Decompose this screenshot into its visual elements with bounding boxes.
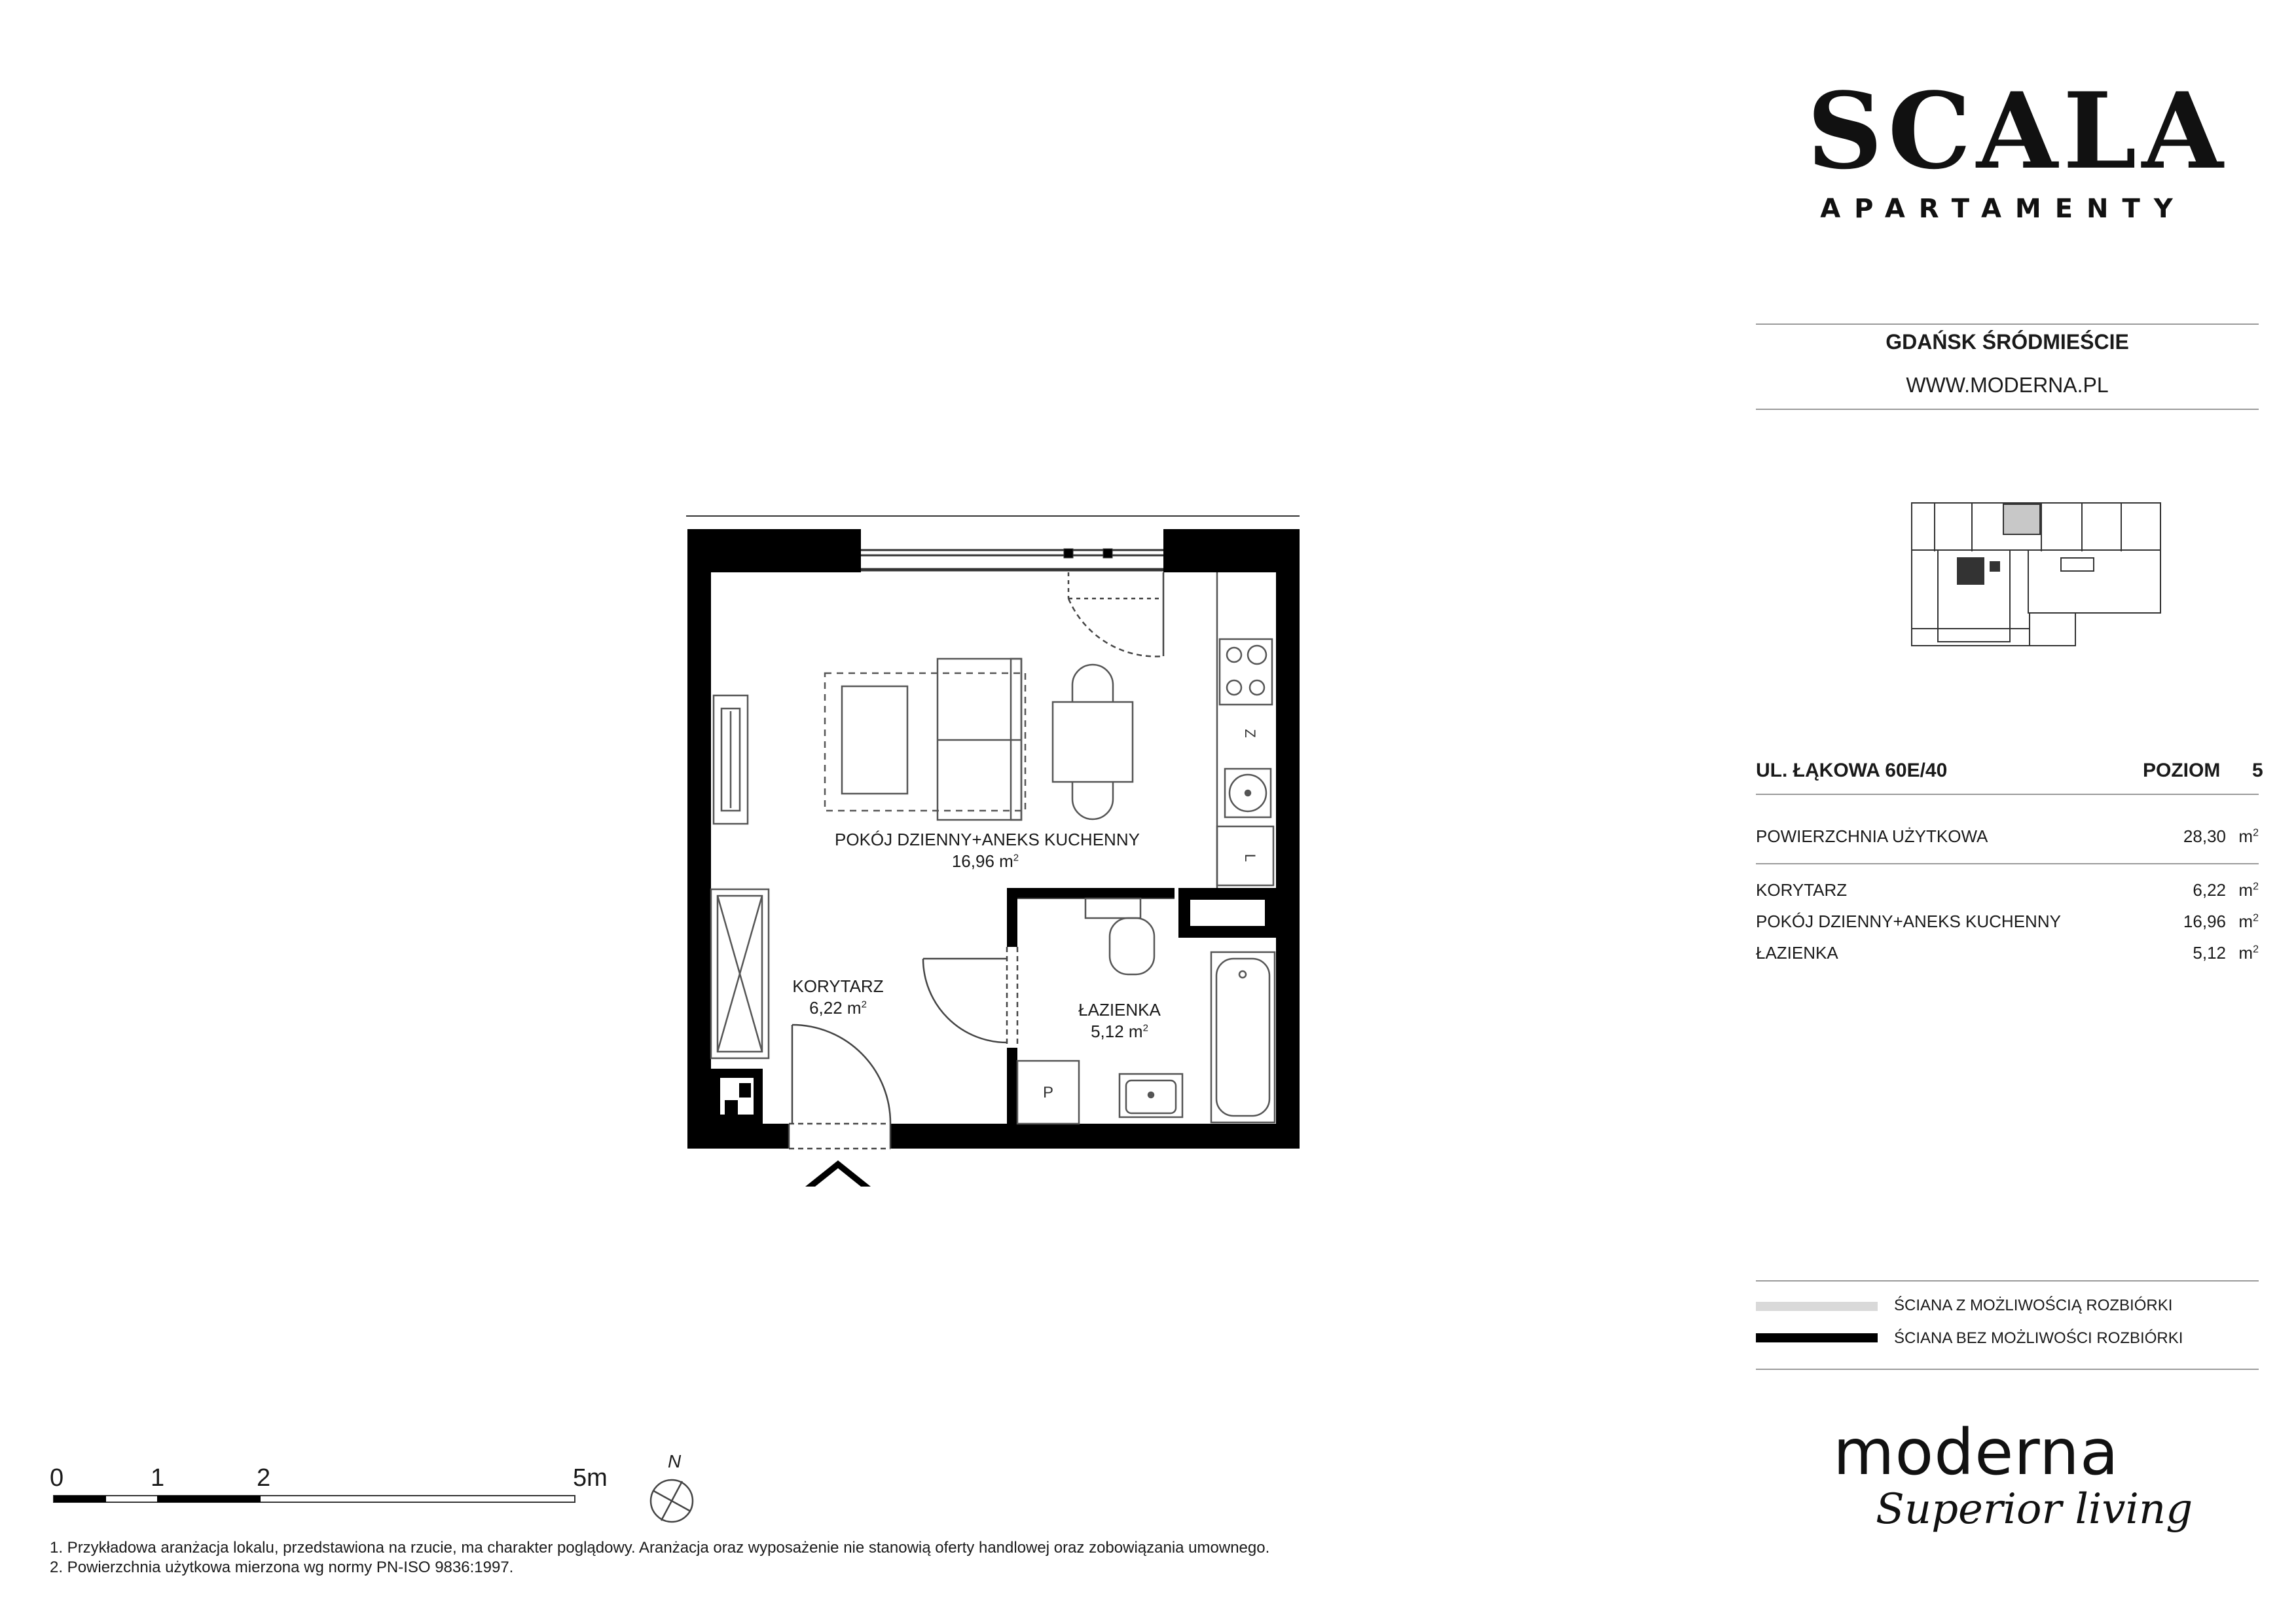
wardrobe — [711, 889, 769, 1058]
note-1: 1. Przykładowa aranżacja lokalu, przedstawiona na rzucie, ma charakter poglądowy. Aranżacja oraz wyposażenie nie stanowią oferty handlowej oraz zobowiązania umownego. — [50, 1539, 1270, 1557]
unit: $m^2$ — [2238, 826, 2259, 846]
wall-top-left — [687, 529, 861, 572]
unit: $m^2$ — [2238, 943, 2259, 963]
room-area: 16,96 — [2183, 912, 2226, 931]
room-name-living: POKÓJ DZIENNY+ANEKS KUCHENNY — [835, 830, 1140, 849]
scale-tick-1: 1 — [151, 1464, 165, 1492]
room-label-corridor — [773, 976, 903, 1018]
legend-swatch-removable — [1756, 1302, 1878, 1311]
room-name: ŁAZIENKA — [1756, 943, 1838, 963]
chair-bottom — [1072, 782, 1113, 819]
living-furniture — [825, 659, 1025, 820]
fridge-letter: L — [1242, 853, 1258, 862]
usable-area-label: POWIERZCHNIA UŻYTKOWA — [1756, 826, 1988, 846]
coffee-table — [842, 686, 907, 794]
wc-tank — [1085, 898, 1140, 918]
legend-removable: ŚCIANA Z MOŻLIWOŚCIĄ ROZBIÓRKI — [1894, 1297, 2173, 1314]
sink-letter: Z — [1242, 729, 1258, 738]
shaft-block — [739, 1083, 751, 1098]
unit: $m^2$ — [2238, 880, 2259, 900]
bath-wall-top — [1007, 888, 1175, 898]
unit: $m^2$ — [2238, 912, 2259, 931]
key-plan — [1912, 503, 2160, 646]
bathroom-door — [923, 947, 1017, 1048]
window-top — [861, 529, 1163, 572]
legend-swatch-non-removable — [1756, 1333, 1878, 1342]
scale-tick-2: 2 — [257, 1464, 271, 1492]
balcony-door — [1068, 572, 1163, 656]
shaft-outline — [711, 1069, 763, 1124]
website: WWW.MODERNA.PL — [1906, 373, 2109, 397]
room-name: KORYTARZ — [1756, 880, 1848, 900]
legend-non-removable: ŚCIANA BEZ MOŻLIWOŚCI ROZBIÓRKI — [1894, 1329, 2183, 1347]
wc-bowl — [1110, 918, 1154, 974]
dining-set — [1053, 665, 1133, 819]
divider — [1756, 1280, 2259, 1282]
developer-tagline: Superior living — [1876, 1485, 2193, 1534]
north-label: N — [668, 1451, 682, 1471]
north-arrow — [651, 1480, 693, 1522]
tv-unit — [714, 695, 748, 824]
room-label-living — [835, 829, 1140, 872]
divider — [1756, 409, 2259, 410]
scale-bar — [54, 1496, 575, 1502]
level-label: POZIOM — [2143, 760, 2221, 781]
divider — [1756, 1369, 2259, 1370]
room-name-bathroom: ŁAZIENKA — [1078, 1000, 1161, 1020]
chair-top — [1072, 665, 1113, 702]
room-area-bathroom: 5,12 $m^2$ — [1091, 1021, 1148, 1041]
bath-wall-left-lower — [1007, 1048, 1017, 1124]
note-2: 2. Powierzchnia użytkowa mierzona wg normy PN-ISO 9836:1997. — [50, 1559, 514, 1576]
room-area: 6,22 — [2193, 880, 2226, 900]
room-name-corridor: KORYTARZ — [792, 976, 884, 996]
dining-table — [1053, 702, 1133, 782]
divider — [1756, 794, 2259, 795]
room-area-living: 16,96 $m^2$ — [951, 851, 1019, 871]
scale-tick-0: 0 — [50, 1464, 64, 1492]
wall-bottom-right — [890, 1124, 1300, 1149]
divider — [1756, 863, 2259, 864]
usable-area-value: 28,30 — [2183, 826, 2226, 846]
entrance-door — [789, 1025, 890, 1149]
rug — [825, 673, 1025, 811]
duct-opening — [1190, 900, 1265, 926]
room-name: POKÓJ DZIENNY+ANEKS KUCHENNY — [1756, 912, 2061, 931]
bath-wall-left-upper — [1007, 888, 1017, 947]
scale-tick-5m: 5m — [573, 1464, 608, 1492]
wall-right — [1276, 529, 1300, 1149]
apartment-address: UL. ŁĄKOWA 60E/40 — [1756, 760, 1948, 781]
wall-left — [687, 529, 711, 1149]
shaft-block — [725, 1100, 738, 1115]
divider — [1756, 323, 2259, 325]
brand-logo: SCALA — [1807, 69, 2229, 193]
developer-logo: moderna — [1833, 1416, 2119, 1489]
room-area: 5,12 — [2193, 943, 2226, 963]
district: GDAŃSK ŚRÓDMIEŚCIE — [1886, 330, 2129, 354]
room-area-corridor: 6,22 $m^2$ — [809, 997, 867, 1018]
level-value: 5 — [2252, 760, 2263, 781]
shaft-letter: P — [1042, 1084, 1054, 1101]
brand-subtitle: APARTAMENTY — [1820, 194, 2187, 224]
key-plan-highlight — [2003, 504, 2040, 534]
entrance-arrow — [805, 1160, 871, 1187]
wall-bottom-left — [687, 1124, 789, 1149]
room-label-bathroom — [1054, 999, 1185, 1042]
